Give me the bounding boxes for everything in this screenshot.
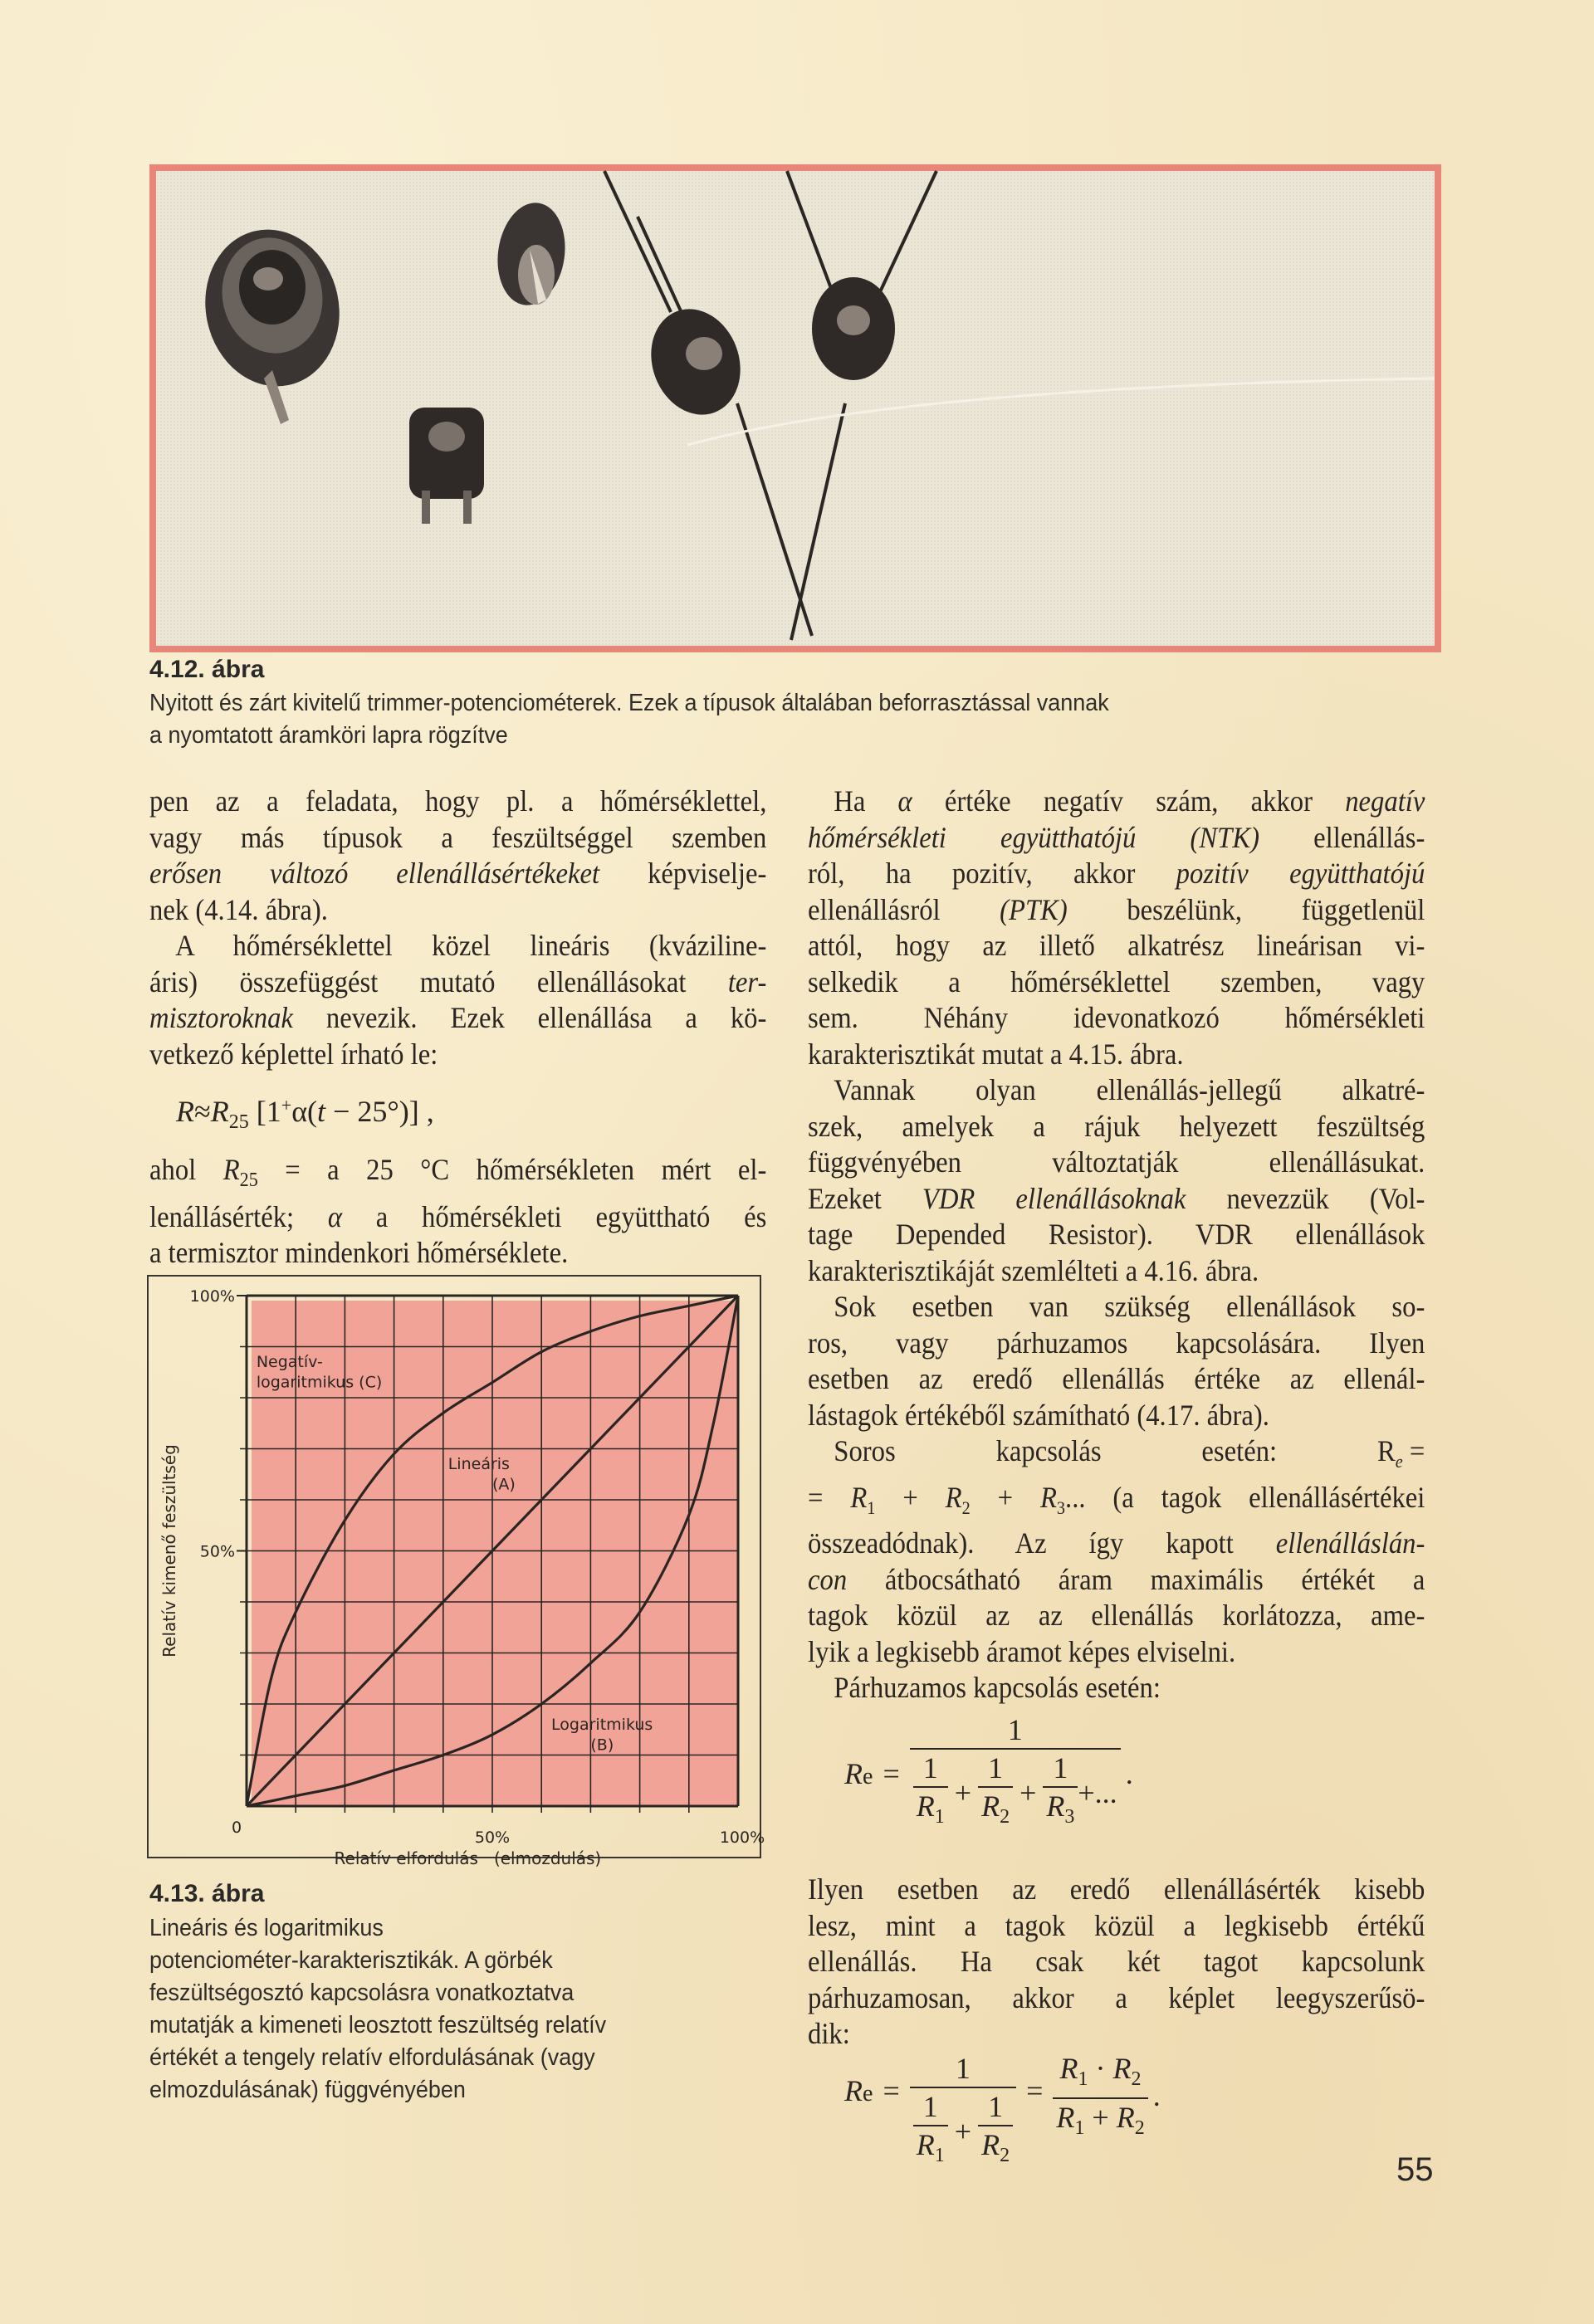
figure-4-13-caption: [149, 1912, 767, 2107]
text-line: sem. Néhány idevonatkozó hőmérsékleti: [808, 1001, 1425, 1034]
text-line: hőmérsékleti együtthatójú (NTK) ellenállás-: [808, 820, 1425, 854]
text-line: nek (4.14. ábra).: [149, 892, 328, 926]
text-line: karakterisztikát mutat a 4.15. ábra.: [808, 1037, 1184, 1071]
right-column-text-2: [808, 1872, 1425, 2053]
text-line: Sok esetben van szükség ellenállások so-: [834, 1290, 1425, 1323]
text-line: karakterisztikáját szemlélteti a 4.16. ábra.: [808, 1253, 1259, 1287]
thermistor-formula: $R\approx R_{25}$ [1+α(t − 25°)] ,: [176, 1095, 434, 1133]
figure-4-13-chart: [147, 1275, 765, 1868]
text-line: selkedik a hőmérséklettel szemben, vagy: [808, 964, 1425, 998]
figure-4-12-photo: [149, 164, 1441, 652]
caption-line: potenciométer-karakterisztikák. A görbék: [149, 1947, 553, 1974]
parallel-resistance-formula: Re = 1 $\frac{1}{R_1}$ + $\frac{1}{R_2}$ + $\frac{1}{R_3}$ +... .: [844, 1711, 1133, 1835]
trimmer-potentiometers-photo: [156, 171, 1435, 646]
text-line: Ha α értéke negatív szám, akkor negatív: [834, 784, 1425, 818]
y-tick-label: 100%: [189, 1287, 235, 1306]
text-line: ros, vagy párhuzamos kapcsolására. Ilyen: [808, 1326, 1425, 1360]
text-line: a termisztor mindenkori hőmérséklete.: [149, 1236, 569, 1270]
text-line: attól, hogy az illető alkatrész lineárisan vi-: [808, 929, 1425, 962]
parallel-fraction: 1 $\frac{1}{R_1}$ + $\frac{1}{R_2}$ + $\frac{1}{R_3}$ +...: [910, 1711, 1121, 1835]
text-line: con átbocsátható áram maximális értékét a: [808, 1562, 1425, 1596]
round-trimmer-illustration: [191, 217, 354, 424]
text-line: Párhuzamos kapcsolás esetén:: [834, 1671, 1161, 1705]
text-line: lástagok értékéből számítható (4.17. ábra).: [808, 1398, 1269, 1432]
x-tick-label: 100%: [719, 1828, 765, 1847]
text-line: függvényében változtatják ellenállásukat.: [808, 1145, 1425, 1179]
caption-line: mutatják a kimeneti leosztott feszültség relatív: [149, 2012, 607, 2038]
series-label-a: (A): [492, 1475, 516, 1494]
text-line: Vannak olyan ellenállás-jellegű alkatré-: [834, 1073, 1425, 1106]
right-column-text: [808, 784, 1425, 1706]
x-tick-label: 50%: [474, 1828, 511, 1847]
caption-line: a nyomtatott áramköri lapra rögzítve: [149, 722, 508, 749]
series-label-b: Logaritmikus: [551, 1715, 653, 1734]
text-line: lyik a legkisebb áramot képes elviselni.: [808, 1634, 1236, 1668]
series-label-c: Negatív-: [256, 1353, 323, 1372]
figure-4-13-label: 4.13. ábra: [149, 1880, 265, 1907]
text-line: = $R_1 + R_2 + R_3$... (a tagok ellenállásértékei: [808, 1480, 1425, 1518]
text-line: misztoroknak nevezik. Ezek ellenállása a kö-: [149, 1001, 767, 1034]
series-label-b: (B): [590, 1736, 614, 1755]
caption-line: feszültségosztó kapcsolásra vonatkoztatva: [149, 1980, 575, 2006]
y-axis-label: Relatív kimenő feszültség: [159, 1444, 179, 1658]
page-number: 55: [1396, 2151, 1434, 2188]
two-resistor-fraction: 1 $\frac{1}{R_1}$ + $\frac{1}{R_2}$: [910, 2050, 1016, 2174]
text-line: erősen változó ellenállásértékeket képviselje-: [149, 857, 767, 890]
text-line: ahol $R_{25} = a$ 25 °C hőmérsékleten mért el-: [149, 1153, 767, 1192]
left-column-text: [149, 784, 766, 1072]
text-line: Soros kapcsolás esetén: $R_e$ =: [834, 1434, 1425, 1472]
text-line: ról, ha pozitív, akkor pozitív együtthatójú: [808, 857, 1425, 890]
text-line: ellenállásról (PTK) beszélünk, függetlenül: [808, 892, 1425, 926]
text-line: esetben az eredő ellenállás értéke az ellenál-: [808, 1362, 1425, 1395]
text-line: lenállásérték; α a hőmérsékleti együttható és: [149, 1199, 767, 1233]
text-line: ellenállás. Ha csak két tagot kapcsolunk: [808, 1945, 1425, 1978]
x-axis-label: Relatív elfordulás (elmozdulás): [334, 1848, 602, 1868]
text-line: vetkező képlettel írható le:: [149, 1037, 438, 1071]
text-line: összeadódnak). Az így kapott ellenálláslán-: [808, 1526, 1425, 1560]
text-line: vagy más típusok a feszültséggel szemben: [149, 820, 767, 854]
open-trimmer-illustration: [409, 408, 484, 524]
caption-line: elmozdulásának) függvényében: [149, 2077, 466, 2103]
product-over-sum-fraction: $\frac{R_1 \cdot R_2}{R_1 + R_2}$: [1053, 2050, 1147, 2146]
text-line: tagok közül az az ellenállás korlátozza, ame-: [808, 1599, 1425, 1633]
caption-line: Nyitott és zárt kivitelű trimmer-potenciométerek. Ezek a típusok általában beforrasztással vannak: [149, 690, 1109, 716]
text-line: szek, amelyek a rájuk helyezett feszültség: [808, 1109, 1425, 1143]
text-line: tage Depended Resistor). VDR ellenállások: [808, 1218, 1425, 1251]
x-tick-label: 0: [231, 1819, 242, 1837]
text-line: pen az a feladata, hogy pl. a hőmérséklettel,: [149, 784, 767, 818]
left-column-text-2: [149, 1152, 766, 1272]
figure-4-12-label: 4.12. ábra: [149, 656, 265, 683]
cylindrical-trimmer-illustration: [491, 198, 571, 310]
text-line: A hőmérséklettel közel lineáris (kváziline-: [175, 929, 767, 962]
text-line: Ezeket VDR ellenállásoknak nevezzük (Vol-: [808, 1181, 1425, 1215]
caption-line: értékét a tengely relatív elfordulásának (vagy: [149, 2044, 595, 2071]
two-resistor-formula: Re = 1 $\frac{1}{R_1}$ + $\frac{1}{R_2}$ = $\frac{R_1 \cdot R_2}{R_1 + R_2}$ .: [844, 2050, 1161, 2174]
series-label-c: logaritmikus (C): [256, 1373, 383, 1392]
text-line: áris) összefüggést mutató ellenállásokat ter-: [149, 964, 767, 998]
text-line: Ilyen esetben az eredő ellenállásérték kisebb: [808, 1872, 1425, 1906]
potentiometer-characteristics-chart: [149, 1277, 765, 1868]
y-tick-label: 50%: [199, 1542, 235, 1561]
figure-4-12-caption: [149, 687, 1416, 752]
text-line: dik:: [808, 2017, 850, 2050]
text-line: párhuzamosan, akkor a képlet leegyszerűsö-: [808, 1980, 1425, 2014]
text-line: lesz, mint a tagok közül a legkisebb értékű: [808, 1908, 1425, 1942]
series-label-a: Lineáris: [447, 1455, 510, 1474]
paper-crease: [687, 378, 1435, 445]
caption-line: Lineáris és logaritmikus: [149, 1915, 384, 1941]
wired-trimmers-illustration: [604, 171, 936, 640]
